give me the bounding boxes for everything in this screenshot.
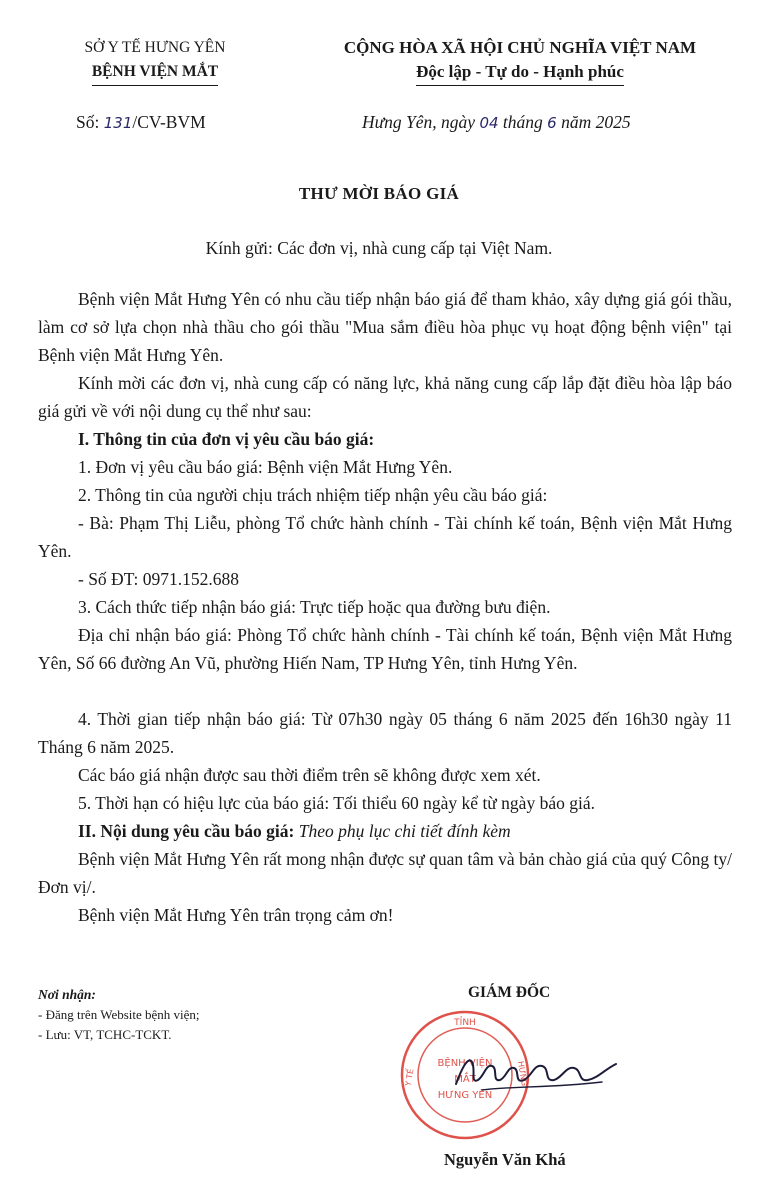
item-1: 1. Đơn vị yêu cầu báo giá: Bệnh viện Mắt Hưng Yên. — [78, 457, 453, 477]
issuer-parent: SỞ Y TẾ HƯNG YÊN — [84, 39, 226, 56]
handwritten-month: 6 — [547, 114, 557, 132]
paragraph-invitation: Kính mời các đơn vị, nhà cung cấp có năng lực, khả năng cung cấp lắp đặt điều hòa lập báo giá gửi về với nội dung cụ thể như sau: — [38, 373, 732, 421]
date-line: Hưng Yên, ngày 04 tháng 6 năm 2025 — [362, 112, 631, 132]
closing-paragraph: Bệnh viện Mắt Hưng Yên rất mong nhận được sự quan tâm và bản chào giá của quý Công ty/Đơn vị/. — [38, 849, 732, 897]
signer-name: Nguyễn Văn Khá — [444, 1150, 566, 1169]
motto: Độc lập - Tự do - Hạnh phúc — [416, 60, 624, 86]
country-name: CỘNG HÒA XÃ HỘI CHỦ NGHĨA VIỆT NAM — [343, 38, 697, 57]
national-heading — [300, 36, 740, 86]
section-2-heading: II. Nội dung yêu cầu báo giá: — [78, 821, 295, 841]
recipients-block — [38, 985, 200, 1045]
svg-text:HƯNG: HƯNG — [515, 1060, 530, 1087]
receiving-address: Địa chỉ nhận báo giá: Phòng Tổ chức hành chính - Tài chính kế toán, Bệnh viện Mắt Hưng Yên, Số 66 đường An Vũ, phường Hiến Nam, TP Hưng Yên, tỉnh Hưng Yên. — [38, 625, 732, 673]
issuer-name: BỆNH VIỆN MẮT — [92, 60, 218, 86]
signer-title: GIÁM ĐỐC — [468, 984, 551, 1001]
late-note: Các báo giá nhận được sau thời điểm trên sẽ không được xem xét. — [78, 765, 541, 785]
document-number: Số: 131/CV-BVM — [76, 112, 206, 132]
salutation: Kính gửi: Các đơn vị, nhà cung cấp tại Việt Nam. — [205, 238, 553, 258]
svg-text:Y TẾ: Y TẾ — [403, 1068, 416, 1087]
handwritten-day: 04 — [479, 114, 499, 132]
section-2-text: Theo phụ lục chi tiết đính kèm — [298, 821, 511, 841]
handwritten-signature-icon — [452, 1040, 622, 1100]
svg-text:TỈNH: TỈNH — [454, 1018, 476, 1028]
item-2: 2. Thông tin của người chịu trách nhiệm tiếp nhận yêu cầu báo giá: — [78, 485, 548, 505]
svg-text:MẮT: MẮT — [454, 1074, 476, 1085]
handwritten-number: 131 — [103, 114, 133, 132]
recipients-label: Nơi nhận: — [38, 987, 96, 1002]
contact-person: - Bà: Phạm Thị Liễu, phòng Tổ chức hành chính - Tài chính kế toán, Bệnh viện Mắt Hưng Yên. — [38, 513, 732, 561]
svg-text:BỆNH VIỆN: BỆNH VIỆN — [437, 1058, 493, 1069]
recipient-item: - Đăng trên Website bệnh viện; — [38, 1007, 200, 1022]
svg-text:HƯNG YÊN: HƯNG YÊN — [437, 1090, 493, 1101]
document-title: THƯ MỜI BÁO GIÁ — [298, 184, 460, 203]
paragraph-intro: Bệnh viện Mắt Hưng Yên có nhu cầu tiếp nhận báo giá để tham khảo, xây dựng giá gói thầu, làm cơ sở lựa chọn nhà thầu cho gói thầu "Mua sắm điều hòa phục vụ hoạt động bệnh viện" tại Bệnh viện Mắt Hưng Yên. — [38, 289, 732, 365]
contact-phone: - Số ĐT: 0971.152.688 — [78, 569, 240, 589]
section-1-heading: I. Thông tin của đơn vị yêu cầu báo giá: — [78, 429, 375, 449]
item-3: 3. Cách thức tiếp nhận báo giá: Trực tiếp hoặc qua đường bưu điện. — [78, 597, 551, 617]
item-4: 4. Thời gian tiếp nhận báo giá: Từ 07h30 ngày 05 tháng 6 năm 2025 đến 16h30 ngày 11 Tháng 6 năm 2025. — [38, 709, 732, 757]
recipient-item: - Lưu: VT, TCHC-TCKT. — [38, 1027, 172, 1042]
closing-thanks: Bệnh viện Mắt Hưng Yên trân trọng cảm ơn! — [78, 905, 394, 925]
issuer-block — [40, 36, 270, 86]
item-5: 5. Thời hạn có hiệu lực của báo giá: Tối thiểu 60 ngày kể từ ngày báo giá. — [78, 793, 595, 813]
section-2 — [38, 817, 732, 845]
